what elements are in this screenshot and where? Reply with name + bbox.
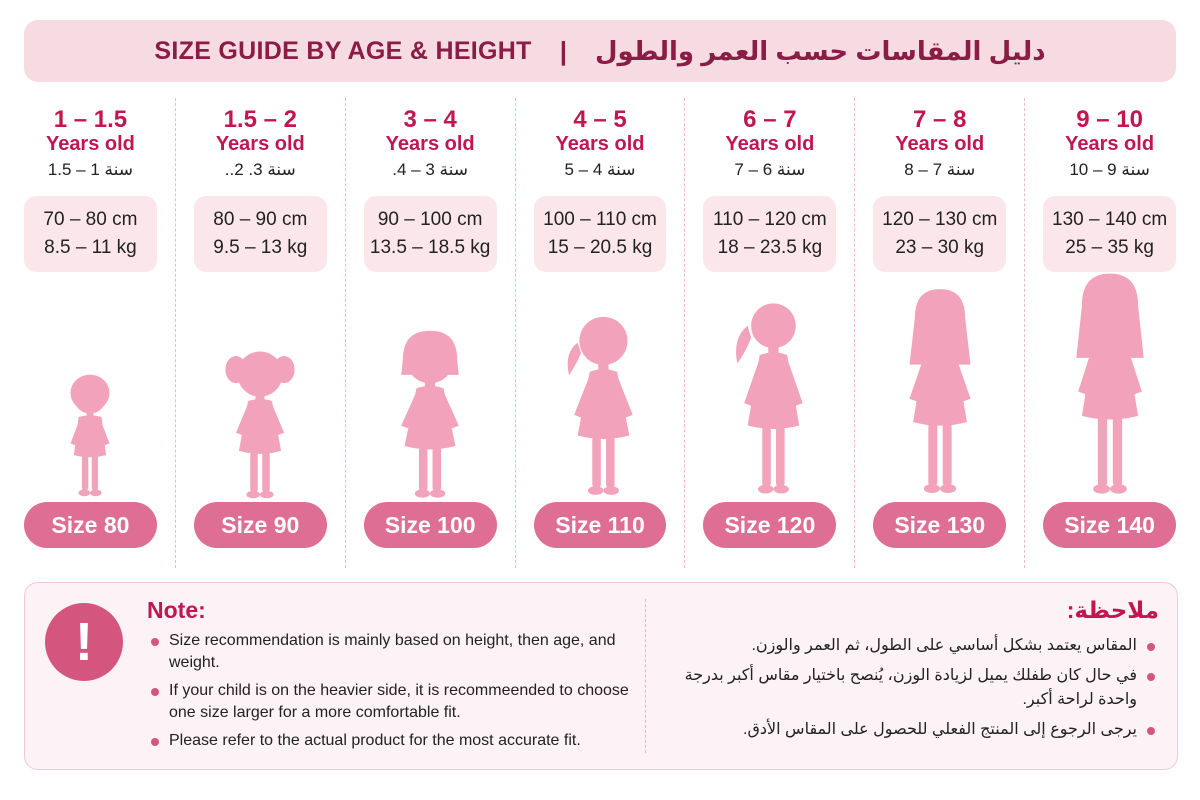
age-range-ar: سنة 3 – 4.: [392, 160, 469, 179]
size-column-120: [685, 98, 855, 568]
note-panel: [24, 582, 1178, 770]
age-unit: Years old: [555, 133, 645, 155]
note-item: المقاس يعتمد بشكل أساسي على الطول، ثم العمر والوزن.: [659, 634, 1159, 658]
girl-ponytail-silhouette-icon: [727, 294, 813, 502]
note-item: Please refer to the actual product for the most accurate fit.: [147, 730, 637, 752]
age-range: 9 – 10: [1076, 106, 1143, 133]
size-badge: Size 110: [534, 502, 667, 548]
age-range-ar: سنة 6 – 7: [734, 160, 806, 179]
measurement-box: [24, 196, 157, 272]
figure-slot: [685, 294, 854, 502]
age-unit: Years old: [725, 133, 815, 155]
note-list-en: [147, 630, 637, 752]
page-title-en: SIZE GUIDE BY AGE & HEIGHT: [154, 36, 532, 65]
note-list-ar: [659, 634, 1159, 742]
weight-range: 13.5 – 18.5 kg: [369, 237, 491, 258]
size-column-130: [855, 98, 1025, 568]
size-column-110: [516, 98, 686, 568]
measurement-box: [534, 196, 667, 272]
height-range: 70 – 80 cm: [43, 209, 138, 230]
age-range: 1.5 – 2: [223, 106, 297, 133]
weight-range: 15 – 20.5 kg: [547, 237, 653, 258]
toddler-silhouette-icon: [61, 370, 119, 502]
size-column-80: [6, 98, 176, 568]
figure-slot: [1025, 268, 1194, 502]
title-separator: |: [559, 35, 567, 66]
age-unit: Years old: [45, 133, 135, 155]
note-title-ar: ملاحظة:: [1066, 597, 1159, 623]
size-badge: Size 120: [703, 502, 836, 548]
size-column-140: [1025, 98, 1194, 568]
age-range-ar: سنة 3. 2..: [224, 160, 296, 179]
note-arabic: [659, 597, 1159, 748]
age-range: 7 – 8: [913, 106, 967, 133]
note-item: Size recommendation is mainly based on height, then age, and weight.: [147, 630, 637, 674]
measurement-box: [873, 196, 1006, 272]
girl-long-hair-silhouette-icon: [895, 282, 985, 502]
figure-slot: [176, 344, 345, 502]
measurement-box: [1043, 196, 1176, 272]
height-range: 120 – 130 cm: [882, 209, 998, 230]
exclamation-icon: !: [45, 603, 123, 681]
measurement-box: [364, 196, 497, 272]
measurement-box: [703, 196, 836, 272]
size-badge: Size 90: [194, 502, 327, 548]
size-badge: Size 140: [1043, 502, 1176, 548]
girl-bob-silhouette-icon: [387, 324, 473, 502]
note-title-en: Note:: [147, 597, 206, 623]
note-divider: [645, 599, 646, 753]
age-unit: Years old: [215, 133, 305, 155]
age-range: 4 – 5: [573, 106, 627, 133]
figure-slot: [346, 324, 515, 502]
age-unit: Years old: [385, 133, 475, 155]
age-range-ar: سنة 1 – 1.5: [47, 160, 134, 179]
girl-ponytail-silhouette-icon: [557, 308, 643, 502]
girl-long-hair-silhouette-icon: [1062, 268, 1158, 502]
age-range: 6 – 7: [743, 106, 797, 133]
height-range: 100 – 110 cm: [543, 209, 657, 230]
note-item: في حال كان طفلك يميل لزيادة الوزن، يُنصح باختيار مقاس أكبر بدرجة واحدة لراحة أكبر.: [659, 664, 1159, 712]
weight-range: 9.5 – 13 kg: [213, 237, 308, 258]
weight-range: 23 – 30 kg: [895, 237, 985, 258]
note-english: [147, 597, 637, 758]
girl-pigtails-silhouette-icon: [222, 344, 298, 502]
weight-range: 25 – 35 kg: [1065, 237, 1154, 258]
height-range: 110 – 120 cm: [713, 209, 827, 230]
size-columns: [6, 98, 1194, 568]
note-item: If your child is on the heavier side, it is recommeended to choose one size larger for a more comfortable fit.: [147, 680, 637, 724]
note-item: يرجى الرجوع إلى المنتج الفعلي للحصول على المقاس الأدق.: [659, 718, 1159, 742]
size-badge: Size 130: [873, 502, 1006, 548]
size-badge: Size 100: [364, 502, 497, 548]
height-range: 90 – 100 cm: [377, 209, 483, 230]
figure-slot: [855, 282, 1024, 502]
age-range-ar: سنة 9 – 10: [1069, 160, 1150, 179]
size-column-90: [176, 98, 346, 568]
measurement-box: [194, 196, 327, 272]
age-range: 3 – 4: [403, 106, 457, 133]
age-unit: Years old: [895, 133, 985, 155]
size-column-100: [346, 98, 516, 568]
weight-range: 8.5 – 11 kg: [44, 237, 137, 258]
age-range-ar: سنة 4 – 5: [564, 160, 636, 179]
size-badge: Size 80: [24, 502, 157, 548]
weight-range: 18 – 23.5 kg: [717, 237, 823, 258]
figure-slot: [516, 308, 685, 502]
page-header: [24, 20, 1176, 82]
page-title-ar: دليل المقاسات حسب العمر والطول: [595, 35, 1046, 66]
height-range: 130 – 140 cm: [1052, 209, 1168, 230]
figure-slot: [6, 370, 175, 502]
age-range: 1 – 1.5: [53, 106, 128, 133]
age-range-ar: سنة 7 – 8: [904, 160, 976, 179]
height-range: 80 – 90 cm: [213, 209, 308, 230]
age-unit: Years old: [1065, 133, 1155, 155]
